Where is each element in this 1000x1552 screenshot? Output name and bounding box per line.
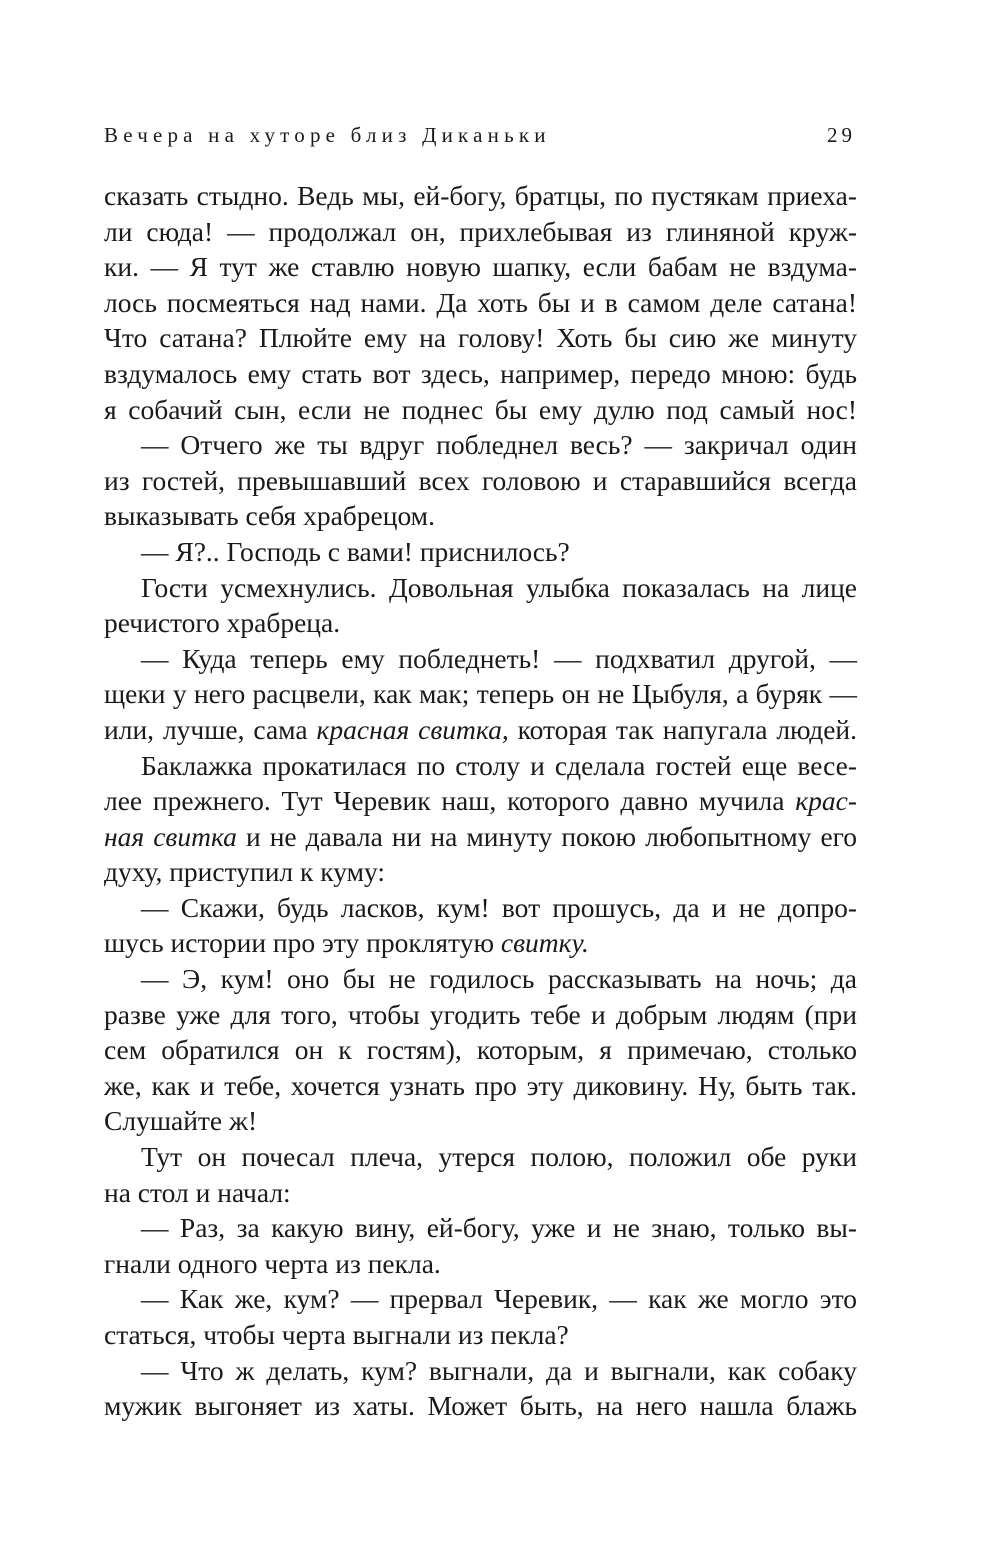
- text-line: [104, 854, 857, 890]
- italic-text: крас-: [795, 785, 857, 817]
- text-fragment: я собачий сын, если не поднес бы ему дулю под самый нос!: [104, 393, 857, 425]
- text-line: [104, 1353, 857, 1389]
- text-line: [104, 1388, 857, 1424]
- text-line: [104, 320, 857, 356]
- text-line: [104, 641, 857, 677]
- text-line: [104, 1032, 857, 1068]
- text-line: [104, 392, 857, 428]
- text-fragment: или, лучше, сама: [104, 713, 317, 745]
- text-fragment: Что сатана? Плюйте ему на голову! Хоть бы сию же минуту: [104, 322, 857, 354]
- running-head: [104, 118, 856, 152]
- text-fragment: Баклажка прокатилася по столу и сделала гостей еще весе-: [141, 749, 857, 781]
- text-fragment: гнали одного черта из пекла.: [104, 1247, 441, 1279]
- page-number: 29: [827, 123, 856, 147]
- text-fragment: разве уже для того, чтобы угодить тебе и добрым людям (при: [104, 998, 857, 1030]
- text-fragment: Тут он почесал плеча, утерся полою, положил обе руки: [141, 1141, 857, 1173]
- text-fragment: щеки у него расцвели, как мак; теперь он не Цыбуля, а буряк —: [104, 678, 857, 710]
- text-fragment: — Куда теперь ему побледнеть! — подхватил другой, —: [141, 642, 857, 674]
- text-fragment: лось посмеяться над нами. Да хоть бы и в самом деле сатана!: [104, 286, 857, 318]
- text-line: [104, 1210, 857, 1246]
- text-line: [104, 1068, 857, 1104]
- text-fragment: выказывать себя храбрецом.: [104, 500, 435, 532]
- text-line: [104, 1103, 857, 1139]
- text-line: [104, 534, 857, 570]
- text-line: [104, 1317, 857, 1353]
- text-fragment: же, как и тебе, хочется узнать про эту диковину. Ну, быть так.: [104, 1069, 857, 1101]
- text-fragment: — Как же, кум? — прервал Черевик, — как же могло это: [141, 1283, 857, 1315]
- text-fragment: ки. — Я тут же ставлю новую шапку, если бабам не вздума-: [104, 251, 857, 283]
- text-line: [104, 961, 857, 997]
- text-line: [104, 676, 857, 712]
- text-line: [104, 1139, 857, 1175]
- text-line: [104, 178, 857, 214]
- body-text: [104, 178, 857, 1424]
- text-line: [104, 783, 857, 819]
- text-fragment: статься, чтобы черта выгнали из пекла?: [104, 1319, 569, 1350]
- text-fragment: Гости усмехнулись. Довольная улыбка показалась на лице: [141, 571, 857, 603]
- text-fragment: — Я?.. Господь с вами! приснилось?: [141, 535, 570, 567]
- text-line: [104, 427, 857, 463]
- text-line: [104, 249, 857, 285]
- text-fragment: — Что ж делать, кум? выгнали, да и выгнали, как собаку: [141, 1354, 857, 1386]
- text-fragment: вздумалось ему стать вот здесь, например, передо мною: будь: [104, 357, 857, 389]
- text-fragment: мужик выгоняет из хаты. Может быть, на него нашла блажь: [104, 1390, 857, 1422]
- text-line: [104, 1246, 857, 1282]
- text-line: [104, 748, 857, 784]
- text-line: [104, 498, 857, 534]
- italic-text: красная свитка,: [316, 713, 509, 745]
- running-title: Вечера на хуторе близ Диканьки: [104, 123, 551, 147]
- text-line: [104, 890, 857, 926]
- text-line: [104, 463, 857, 499]
- text-fragment: шусь истории про эту проклятую: [104, 927, 501, 959]
- text-fragment: сказать стыдно. Ведь мы, ей-богу, братцы, по пустякам приеха-: [104, 180, 857, 211]
- text-line: [104, 1281, 857, 1317]
- text-line: [104, 214, 857, 250]
- italic-text: ная свитка: [104, 820, 237, 852]
- text-fragment: — Э, кум! оно бы не годилось рассказывать на ночь; да: [141, 963, 857, 995]
- text-line: [104, 1175, 857, 1211]
- text-line: [104, 819, 857, 855]
- text-line: [104, 570, 857, 606]
- text-line: [104, 925, 857, 961]
- text-fragment: речистого храбреца.: [104, 607, 341, 639]
- text-line: [104, 356, 857, 392]
- text-fragment: и не давала ни на минуту покою любопытному его: [236, 820, 858, 852]
- text-line: [104, 285, 857, 321]
- text-fragment: — Скажи, будь ласков, кум! вот прошусь, да и не допро-: [141, 891, 857, 923]
- text-fragment: сем обратился он к гостям), которым, я примечаю, столько: [104, 1034, 857, 1066]
- text-line: [104, 997, 857, 1033]
- text-line: [104, 712, 857, 748]
- text-fragment: — Отчего же ты вдруг побледнел весь? — закричал один: [141, 429, 857, 461]
- text-fragment: духу, приступил к куму:: [104, 856, 386, 888]
- text-fragment: из гостей, превышавший всех головою и старавшийся всегда: [104, 464, 857, 496]
- italic-text: свитку.: [500, 927, 589, 959]
- text-fragment: Слушайте ж!: [104, 1105, 258, 1137]
- text-line: [104, 605, 857, 641]
- text-fragment: — Раз, за какую вину, ей-богу, уже и не знаю, только вы-: [141, 1212, 857, 1244]
- text-fragment: ли сюда! — продолжал он, прихлебывая из глиняной круж-: [104, 215, 857, 247]
- text-fragment: которая так напугала людей.: [508, 713, 857, 745]
- text-fragment: лее прежнего. Тут Черевик наш, которого давно мучила: [104, 785, 796, 817]
- text-fragment: на стол и начал:: [104, 1176, 291, 1208]
